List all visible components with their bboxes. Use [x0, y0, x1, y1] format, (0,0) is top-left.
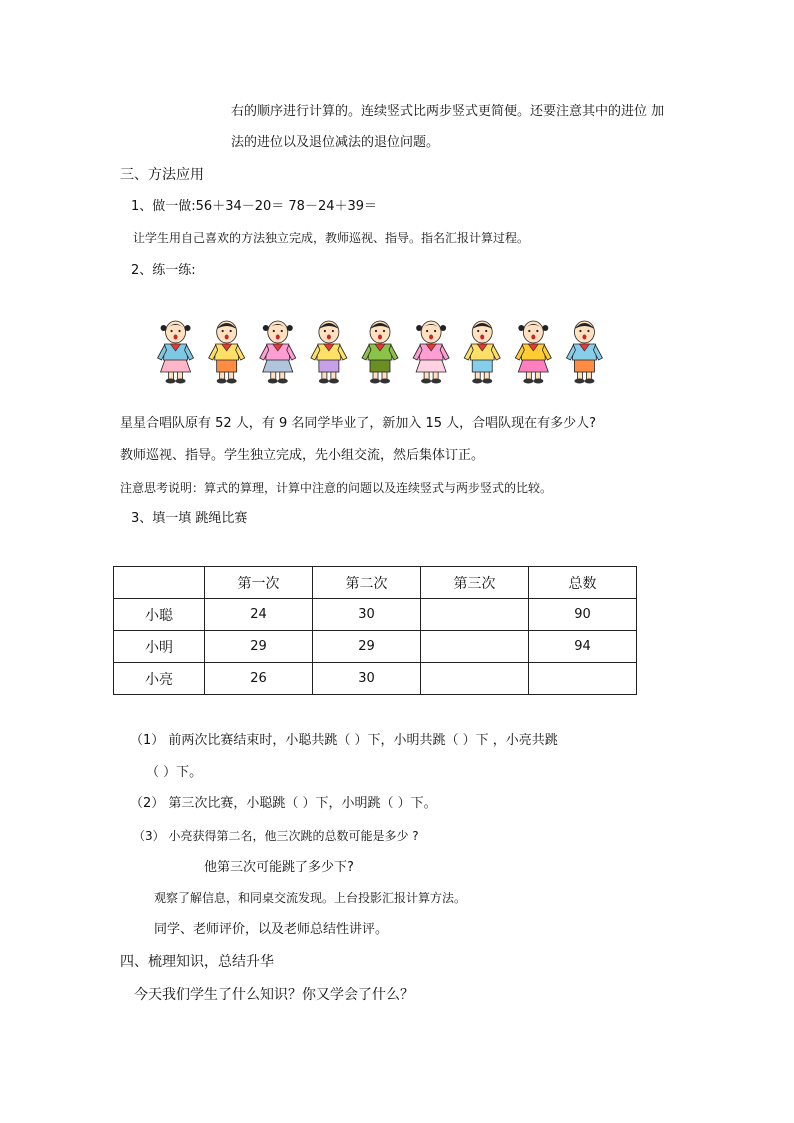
table-cell: 30: [313, 599, 421, 631]
table-header-cell: 总数: [529, 567, 637, 599]
table-cell: 29: [205, 631, 313, 663]
table-cell: 24: [205, 599, 313, 631]
item-1-instruction: 让学生用自己喜欢的方法独立完成，教师巡视、指导。指名汇报计算过程。: [133, 231, 530, 245]
item-2-title: 2、练一练:: [131, 263, 196, 278]
table-cell: [421, 599, 529, 631]
child-figure: [566, 321, 602, 384]
table-row-name: 小聪: [114, 599, 205, 631]
table-cell: 29: [313, 631, 421, 663]
table-cell: 30: [313, 663, 421, 695]
child-figure: [158, 321, 194, 384]
table-header-cell: 第一次: [205, 567, 313, 599]
question-3-line-1: （3） 小亮获得第二名，他三次跳的总数可能是多少 ?: [133, 829, 419, 843]
section-4-question: 今天我们学生了什么知识？你又学会了什么？: [134, 987, 414, 1003]
table-row-name: 小明: [114, 631, 205, 663]
table-cell: 94: [529, 631, 637, 663]
item-2-teacher-note: 教师巡视、指导。学生独立完成，先小组交流，然后集体订正。: [120, 448, 485, 463]
table-row-name: 小亮: [114, 663, 205, 695]
jump-rope-table: [113, 566, 637, 695]
children-choir-illustration: [150, 318, 610, 384]
table-cell: [421, 631, 529, 663]
child-figure: [260, 321, 296, 384]
table-row: [114, 599, 637, 631]
table-row: [114, 663, 637, 695]
table-cell: 26: [205, 663, 313, 695]
section-4-heading: 四、梳理知识，总结升华: [120, 954, 274, 970]
item-2-problem: 星星合唱队原有 52 人，有 9 名同学毕业了，新加入 15 人，合唱队现在有多少人?: [120, 416, 597, 431]
table-header-row: [114, 567, 637, 599]
table-row: [114, 631, 637, 663]
note-line-1: 右的顺序进行计算的。连续竖式比两步竖式更简便。还要注意其中的进位 加: [231, 104, 665, 119]
child-figure: [209, 321, 245, 384]
child-figure: [515, 321, 551, 384]
table-cell: [421, 663, 529, 695]
table-header-cell: 第三次: [421, 567, 529, 599]
section-3-heading: 三、方法应用: [120, 167, 204, 183]
question-2: （2） 第三次比赛，小聪跳（ ）下，小明跳（ ）下。: [130, 796, 437, 811]
child-figure: [362, 321, 398, 384]
table-header-cell: 第二次: [313, 567, 421, 599]
table-cell: [529, 663, 637, 695]
evaluate-note: 同学、老师评价，以及老师总结性讲评。: [154, 922, 389, 937]
child-figure: [311, 321, 347, 384]
question-1-line-1: （1） 前两次比赛结束时，小聪共跳（ ）下，小明共跳（ ）下 ，小亮共跳: [130, 733, 558, 748]
child-figure: [464, 321, 500, 384]
question-1-line-2: （ ）下。: [146, 765, 203, 780]
note-line-2: 法的进位以及退位减法的退位问题。: [231, 135, 440, 150]
table-cell: 90: [529, 599, 637, 631]
child-figure: [413, 321, 449, 384]
item-1-title: 1、做一做:56＋34－20＝ 78－24＋39＝: [131, 199, 378, 214]
item-2-think-note: 注意思考说明：算式的算理，计算中注意的问题以及连续竖式与两步竖式的比较。: [120, 481, 553, 495]
question-3-line-2: 他第三次可能跳了多少下?: [204, 860, 354, 875]
observe-note: 观察了解信息，和同桌交流发现。上台投影汇报计算方法。: [154, 891, 467, 905]
item-3-title: 3、填一填 跳绳比赛: [131, 511, 248, 526]
table-header-cell: [114, 567, 205, 599]
